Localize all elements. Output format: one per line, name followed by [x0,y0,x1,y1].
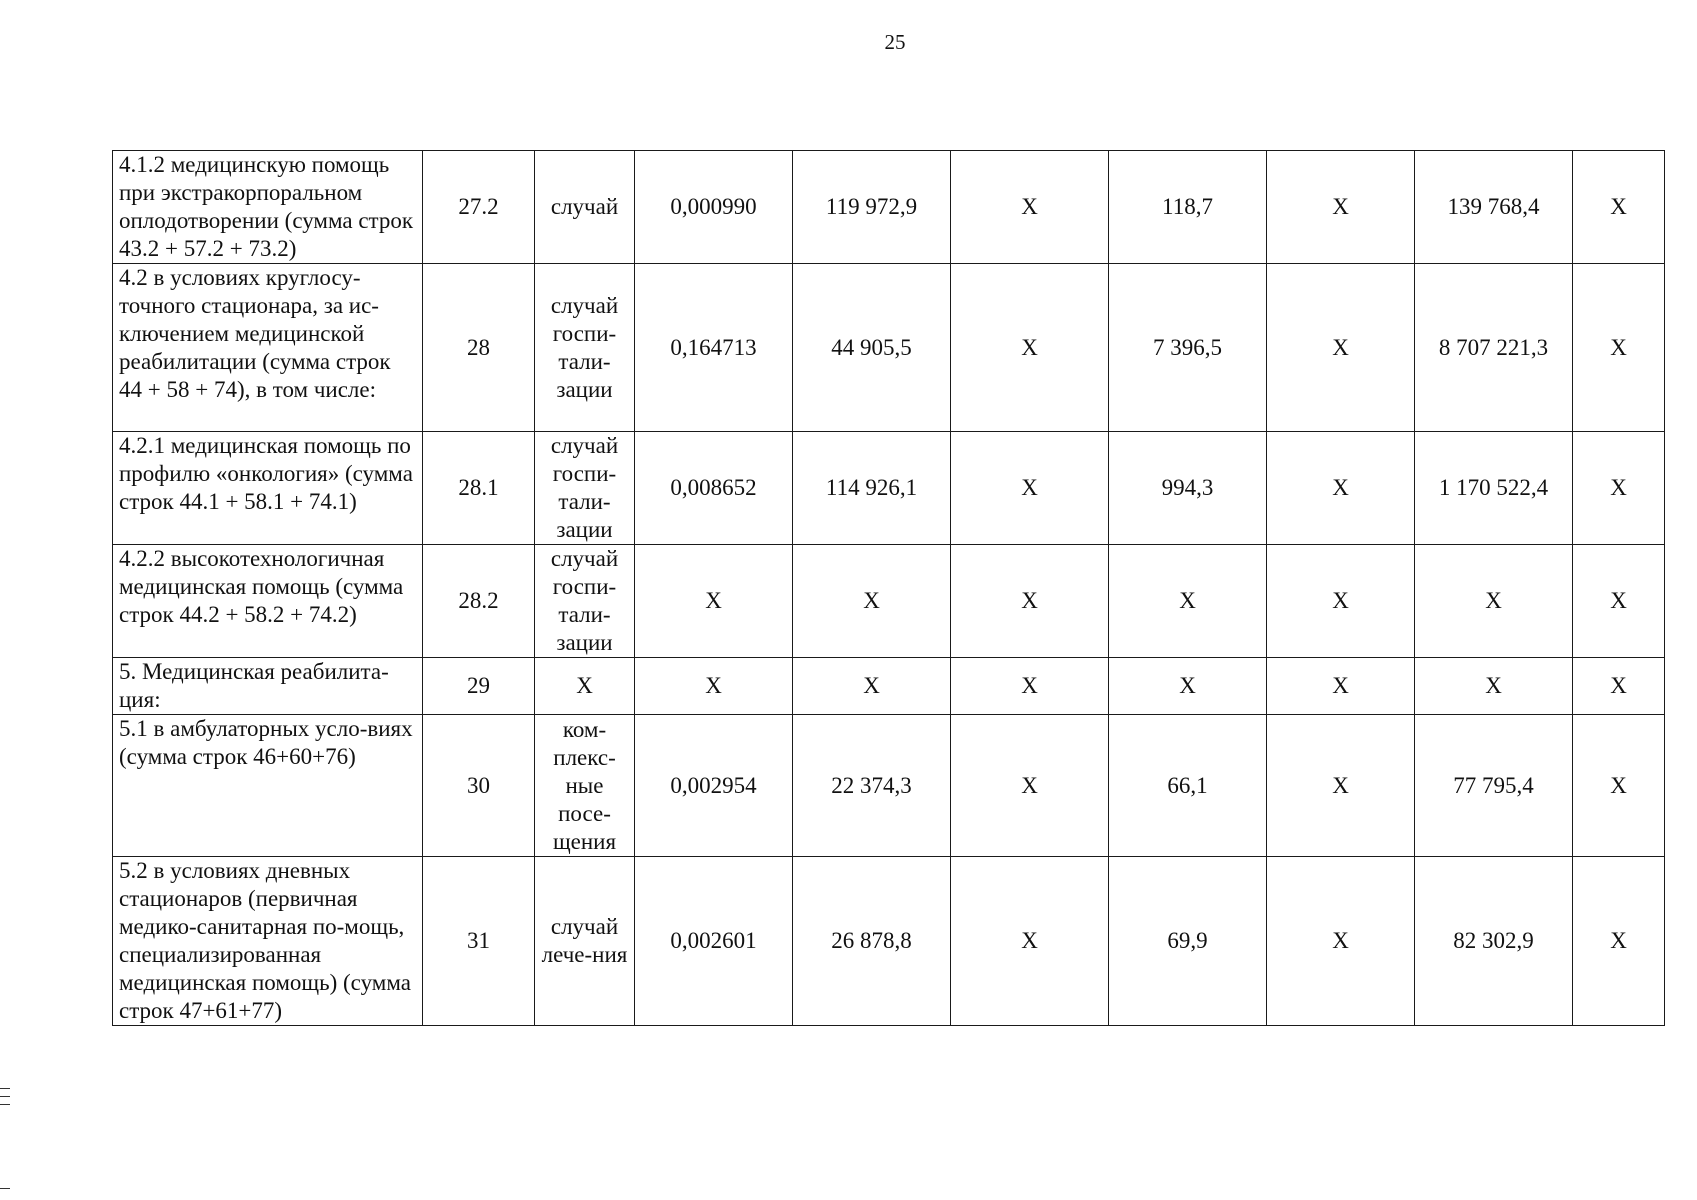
cell-value: 994,3 [1109,432,1267,545]
cell-value: 0,002954 [635,715,793,857]
cell-value: Х [951,151,1109,264]
row-unit: Х [535,658,635,715]
cell-value: 114 926,1 [793,432,951,545]
margin-mark [0,1096,10,1097]
row-unit: случай госпи-тали-зации [535,432,635,545]
cell-value: Х [1573,715,1665,857]
row-code: 30 [423,715,535,857]
row-name: 5.1 в амбулаторных усло-виях (сумма строк 46+60+76) [113,715,423,857]
cell-value: Х [1267,151,1415,264]
cell-value: 0,164713 [635,264,793,432]
norms-table [112,150,1665,1026]
cell-value: Х [1109,658,1267,715]
row-unit: случай [535,151,635,264]
cell-value: 118,7 [1109,151,1267,264]
row-code: 28.2 [423,545,535,658]
cell-value: 8 707 221,3 [1415,264,1573,432]
cell-value: 26 878,8 [793,857,951,1026]
cell-value: Х [951,545,1109,658]
cell-value: 22 374,3 [793,715,951,857]
table-row [113,857,1665,1026]
cell-value: Х [1415,658,1573,715]
row-code: 31 [423,857,535,1026]
table-row [113,264,1665,432]
margin-mark [0,1088,10,1089]
row-name: 4.2.1 медицинская помощь по профилю «онкология» (сумма строк 44.1 + 58.1 + 74.1) [113,432,423,545]
cell-value: Х [1267,264,1415,432]
row-unit: ком-плекс-ные посе-щения [535,715,635,857]
cell-value: 119 972,9 [793,151,951,264]
cell-value: Х [793,545,951,658]
cell-value: Х [1267,658,1415,715]
margin-mark [0,1188,10,1189]
row-code: 27.2 [423,151,535,264]
row-code: 28.1 [423,432,535,545]
cell-value: Х [635,658,793,715]
cell-value: Х [1573,264,1665,432]
cell-value: 0,002601 [635,857,793,1026]
cell-value: Х [1573,857,1665,1026]
row-code: 29 [423,658,535,715]
cell-value: Х [1573,432,1665,545]
cell-value: 77 795,4 [1415,715,1573,857]
table-row [113,715,1665,857]
cell-value: 69,9 [1109,857,1267,1026]
cell-value: Х [1267,545,1415,658]
cell-value: 66,1 [1109,715,1267,857]
cell-value: 44 905,5 [793,264,951,432]
cell-value: 0,008652 [635,432,793,545]
cell-value: Х [951,715,1109,857]
cell-value: 1 170 522,4 [1415,432,1573,545]
row-unit: случай госпи-тали-зации [535,545,635,658]
cell-value: Х [1267,715,1415,857]
cell-value: 7 396,5 [1109,264,1267,432]
row-name: 4.2.2 высокотехнологичная медицинская помощь (сумма строк 44.2 + 58.2 + 74.2) [113,545,423,658]
cell-value: Х [951,857,1109,1026]
cell-value: Х [1415,545,1573,658]
row-name: 5.2 в условиях дневных стационаров (первичная медико-санитарная по-мощь, специализированная медицинская помощь) (сумма строк 47+61+77) [113,857,423,1026]
table-row [113,432,1665,545]
cell-value: Х [951,432,1109,545]
cell-value: Х [1267,432,1415,545]
cell-value: Х [1573,658,1665,715]
cell-value: Х [1573,545,1665,658]
cell-value: Х [1267,857,1415,1026]
table-row [113,545,1665,658]
cell-value: 82 302,9 [1415,857,1573,1026]
table-row [113,151,1665,264]
cell-value: 0,000990 [635,151,793,264]
cell-value: Х [1573,151,1665,264]
page-number: 25 [884,30,906,54]
table-row [113,658,1665,715]
margin-mark [0,1104,10,1105]
row-name: 5. Медицинская реабилита-ция: [113,658,423,715]
row-unit: случай госпи-тали-зации [535,264,635,432]
cell-value: Х [951,264,1109,432]
row-unit: случай лече-ния [535,857,635,1026]
cell-value: Х [635,545,793,658]
cell-value: Х [951,658,1109,715]
cell-value: 139 768,4 [1415,151,1573,264]
cell-value: Х [793,658,951,715]
row-name: 4.1.2 медицинскую помощь при экстракорпоральном оплодотворении (сумма строк 43.2 + 57.2 + 73.2) [113,151,423,264]
row-code: 28 [423,264,535,432]
row-name: 4.2 в условиях круглосу-точного стационара, за ис-ключением медицинской реабилитации (сумма строк 44 + 58 + 74), в том числе: [113,264,423,432]
cell-value: Х [1109,545,1267,658]
